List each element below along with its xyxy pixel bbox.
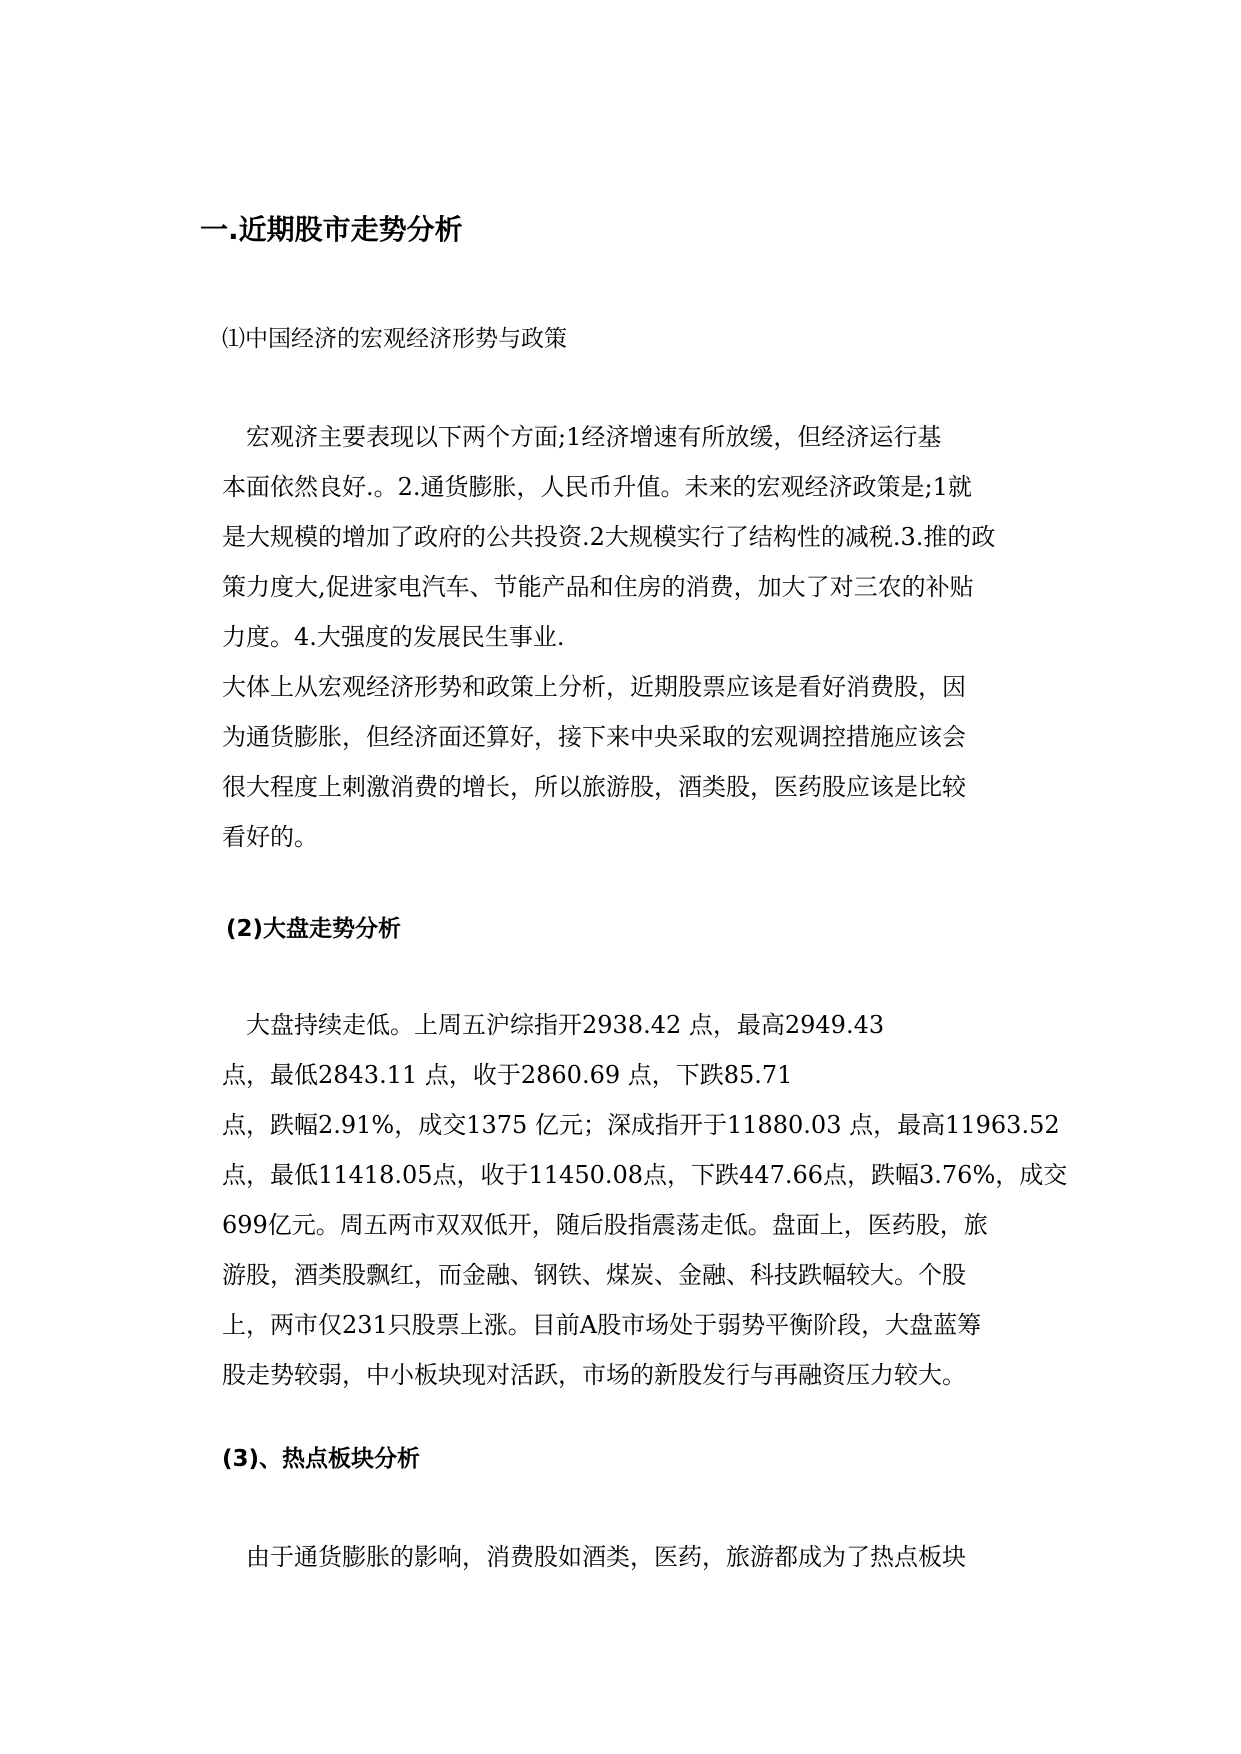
text-line: 点，最低2843.11 点，收于2860.69 点，下跌85.71 [222,1061,793,1089]
text-line: 是大规模的增加了政府的公共投资.2大规模实行了结构性的减税.3.推的政 [222,523,996,551]
section-2-paragraph [222,1000,1068,1400]
section-1-title: ⑴中国经济的宏观经济形势与政策 [222,326,567,352]
page-title: 一.近期股市走势分析 [200,213,463,246]
text-line: 宏观济主要表现以下两个方面;1经济增速有所放缓，但经济运行基 [222,423,942,451]
text-line: 股走势较弱，中小板块现对活跃，市场的新股发行与再融资压力较大。 [222,1361,966,1389]
text-line: 策力度大,促进家电汽车、节能产品和住房的消费，加大了对三农的补贴 [222,573,974,601]
text-line: 本面依然良好.。2.通货膨胀，人民币升值。未来的宏观经济政策是;1就 [222,473,972,501]
text-line: 大盘持续走低。上周五沪综指开2938.42 点，最高2949.43 [222,1011,885,1039]
text-line: 上，两市仅231只股票上涨。目前A股市场处于弱势平衡阶段，大盘蓝筹 [222,1311,982,1339]
section-3-paragraph [222,1532,1032,1582]
section-3-title: (3)、热点板块分析 [222,1446,421,1472]
section-2-title: (2)大盘走势分析 [226,916,402,942]
section-1-paragraph-2 [222,662,1032,862]
text-line: 点，最低11418.05点，收于11450.08点，下跌447.66点，跌幅3.76%，成交 [222,1161,1068,1189]
text-line: 为通货膨胀，但经济面还算好，接下来中央采取的宏观调控措施应该会 [222,723,966,751]
section-1-paragraph-1 [222,412,1032,662]
text-line: 由于通货膨胀的影响，消费股如酒类，医药，旅游都成为了热点板块 [222,1543,966,1571]
text-line: 游股，酒类股飘红，而金融、钢铁、煤炭、金融、科技跌幅较大。个股 [222,1261,966,1289]
text-line: 力度。4.大强度的发展民生事业. [222,623,565,651]
text-line: 看好的。 [222,823,318,851]
text-line: 很大程度上刺激消费的增长，所以旅游股，酒类股，医药股应该是比较 [222,773,966,801]
text-line: 点，跌幅2.91%，成交1375 亿元；深成指开于11880.03 点，最高11963.52 [222,1111,1060,1139]
text-line: 699亿元。周五两市双双低开，随后股指震荡走低。盘面上，医药股，旅 [222,1211,988,1239]
text-line: 大体上从宏观经济形势和政策上分析，近期股票应该是看好消费股，因 [222,673,966,701]
